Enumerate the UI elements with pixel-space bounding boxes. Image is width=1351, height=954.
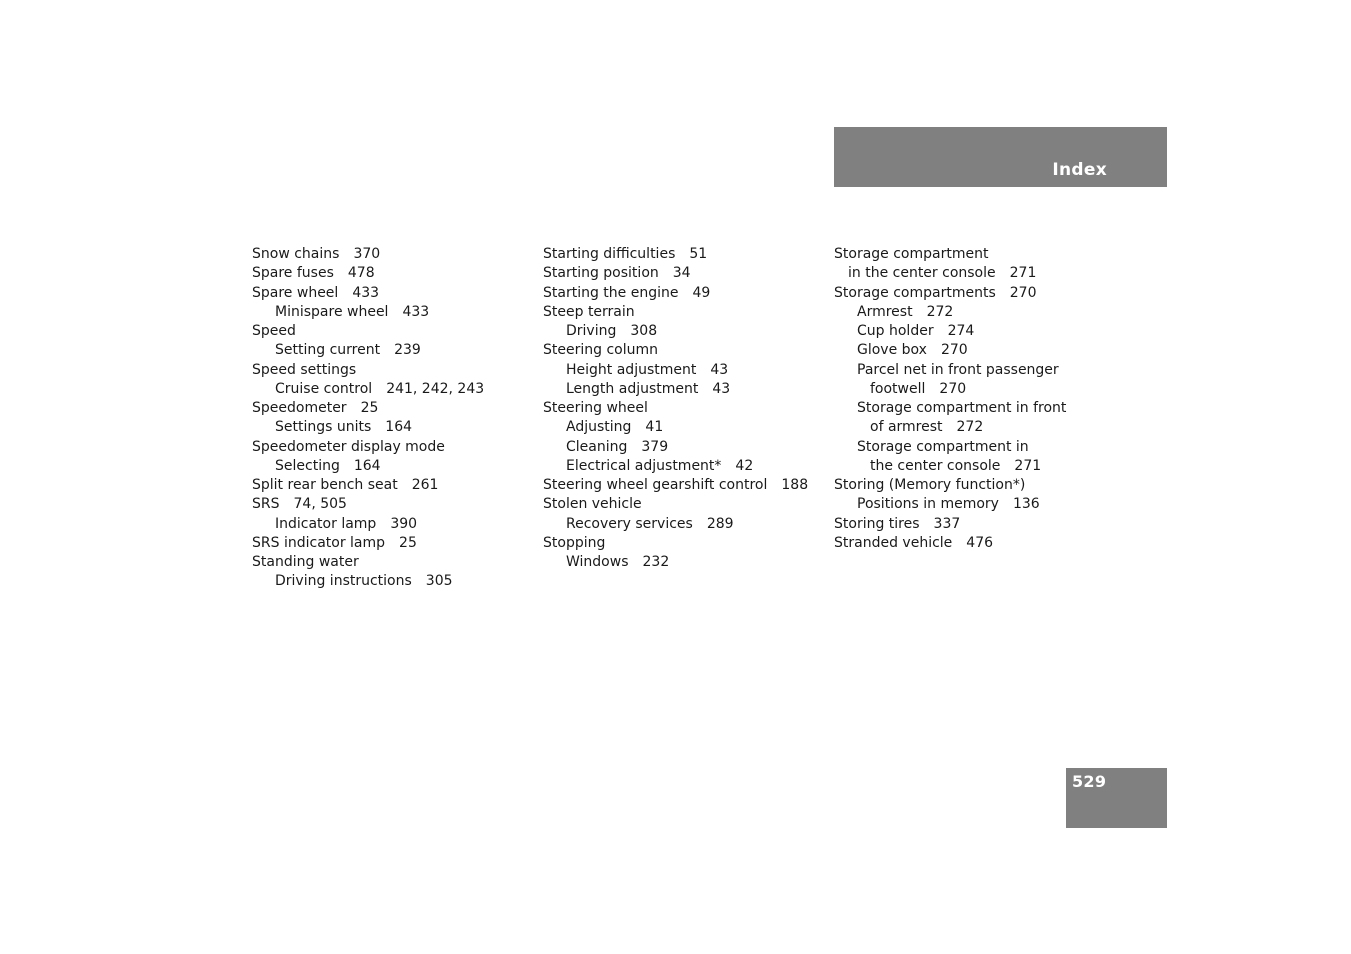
index-page-reference[interactable]: 239 — [394, 342, 421, 359]
index-page-reference[interactable]: 41 — [645, 419, 664, 436]
index-entry — [252, 284, 484, 303]
index-term: Parcel net in front passenger — [857, 361, 1059, 378]
index-page-reference[interactable]: 164 — [385, 419, 413, 436]
index-term: Driving instructions — [275, 573, 412, 590]
index-term: Settings units — [275, 419, 372, 436]
index-entry — [543, 534, 808, 553]
index-term: SRS indicator lamp — [252, 534, 386, 551]
index-entry — [543, 476, 808, 495]
index-entry — [543, 399, 808, 418]
index-page-reference[interactable]: 42 — [735, 457, 754, 474]
index-subentry — [252, 341, 484, 360]
index-term: Storage compartment — [834, 246, 989, 262]
index-term: Cup holder — [857, 323, 934, 339]
index-page-reference[interactable]: 305 — [425, 573, 453, 590]
index-term: Spare wheel — [252, 284, 339, 301]
index-term: Steep terrain — [543, 303, 635, 320]
index-entry — [543, 245, 808, 264]
index-subentry — [543, 438, 808, 457]
index-page-reference[interactable]: 261 — [411, 477, 439, 493]
index-page-reference[interactable]: 270 — [940, 342, 968, 359]
index-subentry — [834, 495, 1066, 514]
index-entry — [834, 476, 1066, 495]
index-subentry — [834, 322, 1066, 341]
index-term: Glove box — [857, 342, 927, 359]
index-entry — [252, 264, 484, 283]
index-term: of armrest — [870, 419, 943, 436]
index-term: Stranded vehicle — [834, 534, 953, 551]
index-page-reference[interactable]: 25 — [360, 400, 379, 416]
index-entry — [252, 495, 484, 514]
index-subentry — [543, 553, 808, 572]
index-term: Stolen vehicle — [543, 496, 642, 513]
index-term: Setting current — [275, 342, 381, 359]
index-entry — [252, 361, 484, 380]
index-subentry — [834, 418, 1066, 437]
index-subentry — [834, 438, 1066, 457]
index-term: Armrest — [857, 303, 913, 320]
index-term: Split rear bench seat — [252, 477, 398, 493]
index-page-reference[interactable]: 43 — [710, 361, 729, 378]
index-column-3 — [834, 245, 1066, 553]
index-term: Spare fuses — [252, 265, 334, 282]
index-entry — [834, 245, 1066, 264]
index-term: Recovery services — [566, 515, 693, 532]
index-entry — [543, 341, 808, 360]
index-term: Steering wheel gearshift control — [543, 477, 768, 493]
index-term: Minispare wheel — [275, 303, 389, 320]
index-page-reference[interactable]: 271 — [1014, 457, 1042, 474]
index-term: Speed settings — [252, 361, 357, 378]
index-entry — [252, 534, 484, 553]
index-entry — [834, 515, 1066, 534]
index-page-reference[interactable]: 241, 242, 243 — [386, 380, 485, 397]
index-subentry — [834, 303, 1066, 322]
index-entry — [543, 284, 808, 303]
index-term: in the center console — [848, 265, 996, 282]
index-page-reference[interactable]: 390 — [390, 515, 418, 532]
index-page-reference[interactable]: 43 — [712, 380, 731, 397]
index-term: Height adjustment — [566, 361, 697, 378]
index-page-reference[interactable]: 232 — [642, 554, 670, 570]
index-entry — [252, 322, 484, 341]
index-term: Storage compartment in front — [857, 400, 1067, 416]
index-term: Cruise control — [275, 380, 373, 397]
index-term: Driving — [566, 323, 617, 339]
index-term: Starting difficulties — [543, 246, 676, 262]
index-term: Electrical adjustment* — [566, 457, 722, 474]
index-subentry — [252, 418, 484, 437]
index-term: Speed — [252, 323, 296, 339]
index-term: Adjusting — [566, 419, 632, 436]
index-entry — [543, 303, 808, 322]
index-term: footwell — [870, 380, 926, 397]
index-page-reference[interactable]: 337 — [933, 515, 961, 532]
index-term: Snow chains — [252, 246, 340, 262]
index-entry — [834, 534, 1066, 553]
index-subentry — [543, 418, 808, 437]
index-term: Storing (Memory function*) — [834, 477, 1026, 493]
index-term: Indicator lamp — [275, 515, 377, 532]
index-page-reference[interactable]: 308 — [630, 323, 658, 339]
index-page-reference[interactable]: 136 — [1012, 496, 1040, 513]
index-subentry — [543, 515, 808, 534]
index-entry — [252, 438, 484, 457]
index-page-reference[interactable]: 188 — [781, 477, 809, 493]
section-header-bar — [834, 127, 1167, 187]
index-subentry — [252, 515, 484, 534]
index-subentry — [252, 380, 484, 399]
index-term: Steering column — [543, 342, 658, 359]
index-subentry — [543, 322, 808, 341]
index-subentry — [834, 399, 1066, 418]
index-term: Positions in memory — [857, 496, 999, 513]
index-subentry — [543, 457, 808, 476]
index-page-reference[interactable]: 433 — [352, 284, 380, 301]
index-page-reference[interactable]: 433 — [402, 303, 430, 320]
index-column-2 — [543, 245, 808, 572]
index-subentry — [834, 264, 1066, 283]
index-term: SRS — [252, 496, 280, 513]
index-term: Starting the engine — [543, 284, 679, 301]
index-subentry — [834, 361, 1066, 380]
index-subentry — [252, 457, 484, 476]
index-term: Speedometer — [252, 400, 347, 416]
index-page-reference[interactable]: 270 — [939, 380, 967, 397]
index-page-reference[interactable]: 34 — [672, 265, 691, 282]
index-term: Starting position — [543, 265, 659, 282]
index-page-reference[interactable]: 289 — [706, 515, 734, 532]
index-term: Standing water — [252, 554, 359, 570]
index-subentry — [252, 303, 484, 322]
index-term: Speedometer display mode — [252, 438, 445, 455]
index-page-reference[interactable]: 49 — [692, 284, 711, 301]
index-page-reference[interactable]: 272 — [926, 303, 954, 320]
index-term: Storage compartment in — [857, 438, 1029, 455]
page-number: 529 — [1072, 772, 1107, 791]
section-title: Index — [1052, 160, 1107, 180]
index-page-reference[interactable]: 476 — [966, 534, 994, 551]
index-page-reference[interactable]: 478 — [347, 265, 375, 282]
index-subentry — [252, 572, 484, 591]
index-subentry — [834, 341, 1066, 360]
index-term: Cleaning — [566, 438, 628, 455]
index-entry — [834, 284, 1066, 303]
index-term: Selecting — [275, 457, 340, 474]
index-page-reference[interactable]: 270 — [1009, 284, 1037, 301]
index-page-reference[interactable]: 25 — [399, 534, 417, 551]
index-term: Windows — [566, 554, 629, 570]
index-term: Storing tires — [834, 515, 920, 532]
index-entry — [252, 553, 484, 572]
index-term: Steering wheel — [543, 400, 648, 416]
index-subentry — [834, 380, 1066, 399]
index-entry — [252, 245, 484, 264]
index-page-reference[interactable]: 274 — [947, 323, 975, 339]
index-entry — [252, 476, 484, 495]
index-page-reference[interactable]: 272 — [956, 419, 984, 436]
index-entry — [252, 399, 484, 418]
index-page-reference[interactable]: 51 — [689, 246, 708, 262]
index-subentry — [834, 457, 1066, 476]
page-number-box — [1066, 768, 1167, 828]
index-page-reference[interactable]: 379 — [641, 438, 669, 455]
index-page-reference[interactable]: 271 — [1009, 265, 1037, 282]
index-entry — [543, 264, 808, 283]
index-term: Storage compartments — [834, 284, 996, 301]
index-term: Length adjustment — [566, 380, 699, 397]
index-page-reference[interactable]: 370 — [353, 246, 381, 262]
index-term: the center console — [870, 457, 1001, 474]
index-column-1 — [252, 245, 484, 592]
index-entry — [543, 495, 808, 514]
index-subentry — [543, 361, 808, 380]
index-page-reference[interactable]: 164 — [353, 457, 381, 474]
index-term: Stopping — [543, 534, 606, 551]
index-subentry — [543, 380, 808, 399]
index-page-reference[interactable]: 74, 505 — [293, 496, 347, 513]
